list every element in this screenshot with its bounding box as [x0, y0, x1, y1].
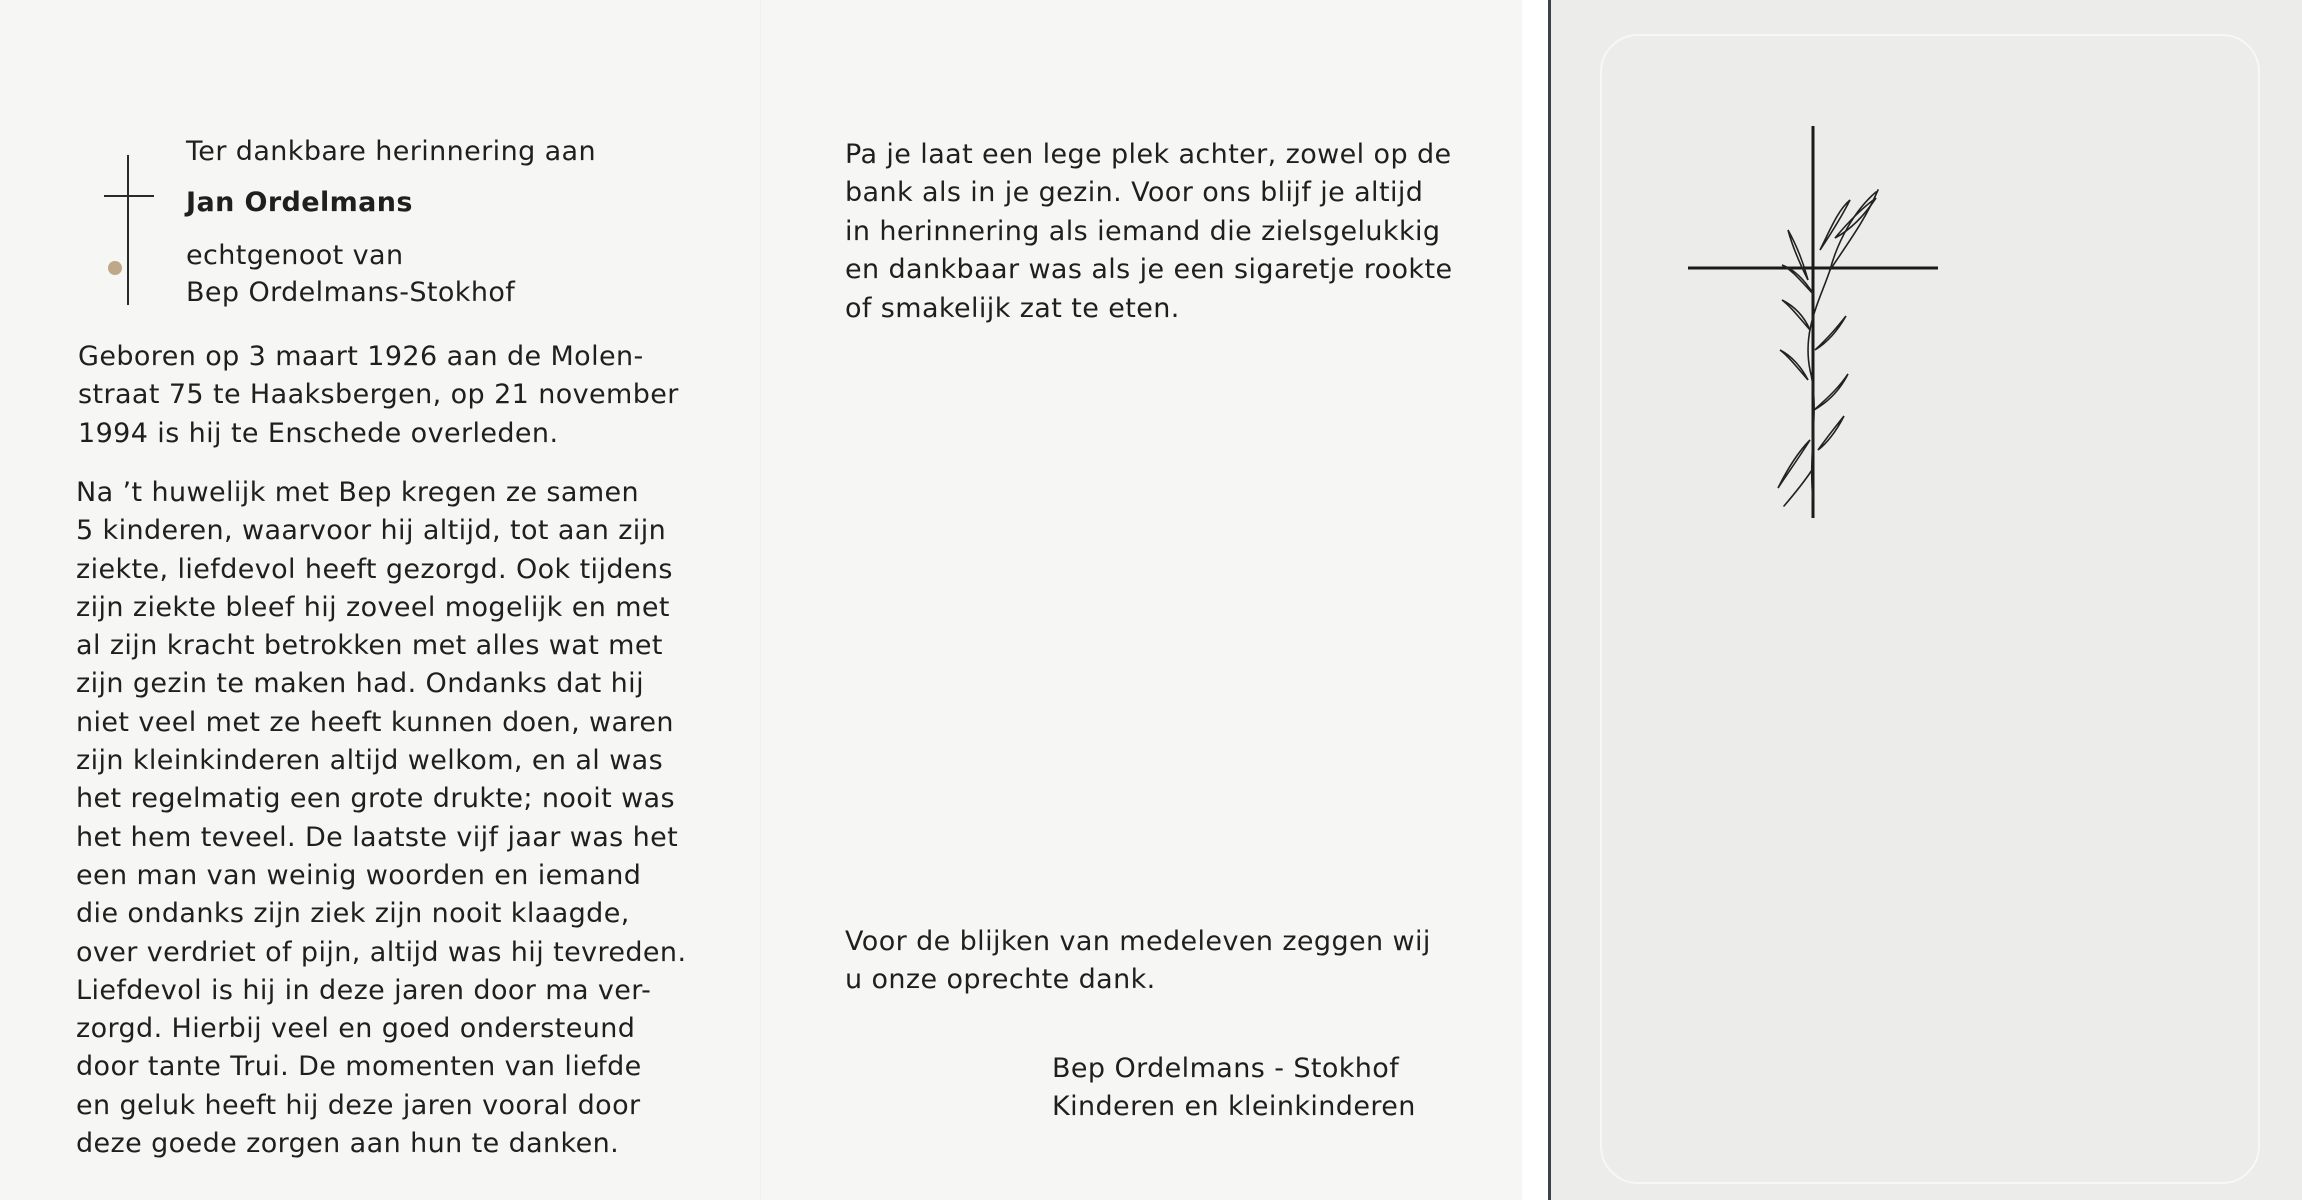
life-line: niet veel met ze heeft kunnen doen, waren [76, 706, 674, 738]
signature-line: Bep Ordelmans - Stokhof [1052, 1053, 1400, 1084]
cross-with-branch-icon [1680, 120, 1960, 530]
life-line: ziekte, liefdevol heeft gezorgd. Ook tijdens [76, 553, 673, 585]
life-line: 5 kinderen, waarvoor hij altijd, tot aan zijn [76, 515, 667, 547]
deceased-name: Jan Ordelmans [186, 187, 413, 218]
poem-line: bank als in je gezin. Voor ons blijf je altijd [845, 177, 1424, 209]
life-line: zijn ziekte bleef hij zoveel mogelijk en met [76, 591, 670, 623]
life-line: die ondanks zijn ziek zijn nooit klaagde, [76, 898, 630, 930]
life-line: door tante Trui. De momenten van liefde [76, 1051, 642, 1083]
life-paragraph [76, 474, 686, 1163]
life-line: deze goede zorgen aan hun te danken. [76, 1128, 620, 1160]
poem-line: in herinnering als iemand die zielsgelukkig [845, 215, 1441, 247]
life-line: zorgd. Hierbij veel en goed ondersteund [76, 1013, 636, 1045]
poem-line: Pa je laat een lege plek achter, zowel op de [845, 139, 1452, 170]
life-line: het hem teveel. De laatste vijf jaar was het [76, 821, 679, 853]
life-line: Liefdevol is hij in deze jaren door ma ver- [76, 974, 652, 1006]
poem-line: en dankbaar was als je een sigaretje rookte [845, 254, 1453, 286]
header-relation: echtgenoot van [186, 240, 404, 271]
cross-icon [100, 150, 160, 310]
birth-line: 1994 is hij te Enschede overleden. [78, 417, 559, 449]
memorial-poem [845, 136, 1452, 328]
birth-line: Geboren op 3 maart 1926 aan de Molen- [78, 341, 644, 372]
life-line: zijn gezin te maken had. Ondanks dat hij [76, 668, 644, 700]
signature-line: Kinderen en kleinkinderen [1052, 1091, 1416, 1123]
life-line: en geluk heeft hij deze jaren vooral door [76, 1089, 641, 1121]
life-line: zijn kleinkinderen altijd welkom, en al was [76, 745, 664, 777]
birth-line: straat 75 te Haaksbergen, op 21 november [78, 379, 679, 411]
life-line: al zijn kracht betrokken met alles wat met [76, 630, 663, 662]
life-line: over verdriet of pijn, altijd was hij tevreden. [76, 936, 687, 968]
family-signature [1052, 1050, 1416, 1127]
thanks-note [845, 923, 1431, 1000]
life-line: een man van weinig woorden en iemand [76, 859, 642, 891]
poem-line: of smakelijk zat te eten. [845, 292, 1180, 324]
thanks-line: u onze oprechte dank. [845, 964, 1156, 996]
life-line: het regelmatig een grote drukte; nooit was [76, 783, 675, 815]
spouse-name: Bep Ordelmans-Stokhof [186, 277, 516, 308]
header-intro: Ter dankbare herinnering aan [186, 136, 597, 167]
birth-paragraph [78, 338, 679, 453]
scan-gap [1522, 0, 1548, 1200]
thanks-line: Voor de blijken van medeleven zeggen wij [845, 926, 1431, 957]
life-line: Na ’t huwelijk met Bep kregen ze samen [76, 477, 640, 508]
card-fold-line [760, 0, 762, 1200]
